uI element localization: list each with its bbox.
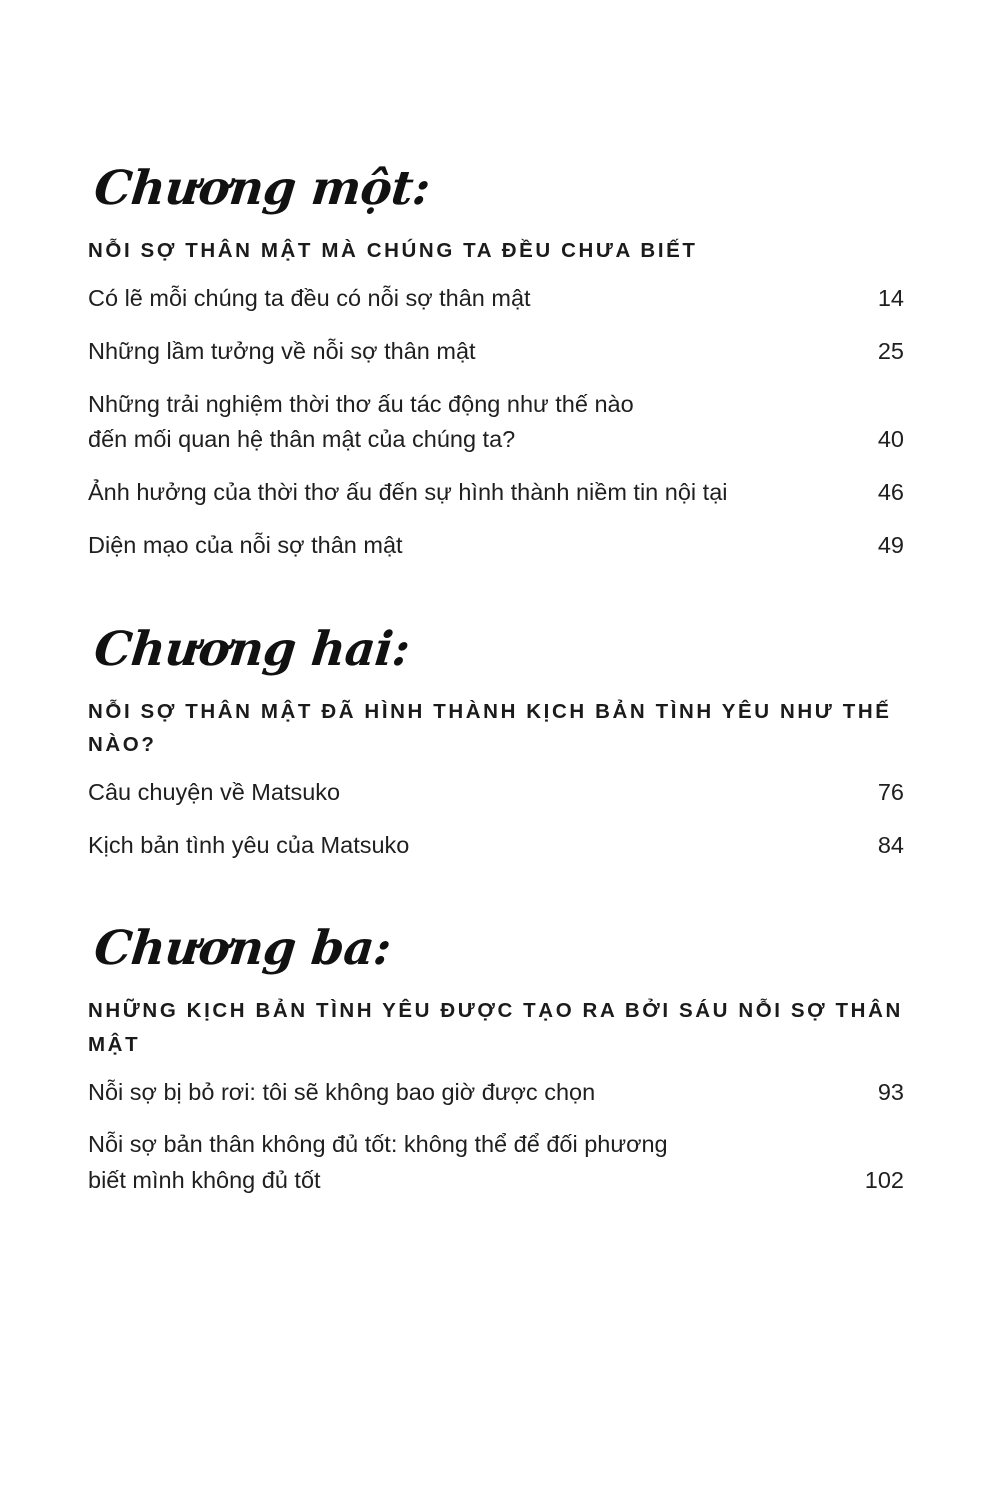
chapter-entries-2 bbox=[88, 775, 904, 863]
toc-entry-line: Nỗi sợ bản thân không đủ tốt: không thể để đối phương bbox=[88, 1131, 668, 1158]
chapter-script-label-2: Chương hai: bbox=[91, 621, 413, 677]
toc-entry-page: 76 bbox=[877, 778, 904, 805]
toc-entry[interactable] bbox=[88, 475, 904, 511]
toc-entry-text: Ảnh hưởng của thời thơ ấu đến sự hình thành niềm tin nội tại bbox=[88, 479, 728, 506]
chapter-title-3: NHỮNG KỊCH BẢN TÌNH YÊU ĐƯỢC TẠO RA BỞI SÁU NỖI SỢ THÂN MẬT bbox=[88, 999, 903, 1056]
toc-entry-text: Kịch bản tình yêu của Matsuko bbox=[88, 831, 410, 858]
toc-entry[interactable] bbox=[88, 1127, 904, 1198]
toc-entry[interactable] bbox=[88, 334, 904, 370]
toc-entry-page: 46 bbox=[877, 479, 904, 506]
toc-entry[interactable] bbox=[88, 1075, 904, 1111]
chapter-title-2: NỖI SỢ THÂN MẬT ĐÃ HÌNH THÀNH KỊCH BẢN TÌNH YÊU NHƯ THẾ NÀO? bbox=[88, 699, 892, 756]
toc-entry-page: 25 bbox=[877, 337, 904, 364]
chapter-entries-3 bbox=[88, 1075, 904, 1199]
toc-entry[interactable] bbox=[88, 528, 904, 564]
chapter-block-2 bbox=[88, 621, 904, 864]
chapter-entries-1 bbox=[88, 281, 904, 563]
toc-entry[interactable] bbox=[88, 775, 904, 811]
chapter-title-1: NỖI SỢ THÂN MẬT MÀ CHÚNG TA ĐỀU CHƯA BIẾT bbox=[88, 239, 698, 262]
toc-entry-text: Diện mạo của nỗi sợ thân mật bbox=[88, 531, 403, 558]
toc-entry-text: Nỗi sợ bị bỏ rơi: tôi sẽ không bao giờ được chọn bbox=[88, 1078, 596, 1105]
toc-entry[interactable] bbox=[88, 387, 904, 458]
toc-entry-page: 40 bbox=[877, 426, 904, 453]
chapter-script-label-3: Chương ba: bbox=[91, 921, 394, 977]
chapter-script-label-1: Chương một: bbox=[91, 161, 433, 216]
toc-entry-text: Những lầm tưởng về nỗi sợ thân mật bbox=[88, 337, 476, 364]
chapter-block-3 bbox=[88, 921, 904, 1199]
toc-entry[interactable] bbox=[88, 281, 904, 317]
toc-entry-page: 14 bbox=[877, 285, 904, 312]
toc-entry[interactable] bbox=[88, 828, 904, 864]
toc-entry-text: Câu chuyện về Matsuko bbox=[88, 778, 341, 805]
chapter-block-1 bbox=[88, 161, 904, 564]
toc-entry-page: 93 bbox=[877, 1078, 904, 1105]
toc-entry-text bbox=[88, 387, 634, 458]
toc-entry-line: Những trải nghiệm thời thơ ấu tác động như thế nào bbox=[88, 390, 634, 417]
toc-entry-page: 49 bbox=[877, 531, 904, 558]
toc-entry-line: biết mình không đủ tốt bbox=[88, 1167, 321, 1194]
toc-entry-page: 84 bbox=[877, 831, 904, 858]
toc-entry-page: 102 bbox=[864, 1167, 904, 1194]
toc-entry-text: Có lẽ mỗi chúng ta đều có nỗi sợ thân mật bbox=[88, 285, 531, 312]
toc-entry-line: đến mối quan hệ thân mật của chúng ta? bbox=[88, 426, 516, 453]
toc-entry-text bbox=[88, 1127, 668, 1198]
